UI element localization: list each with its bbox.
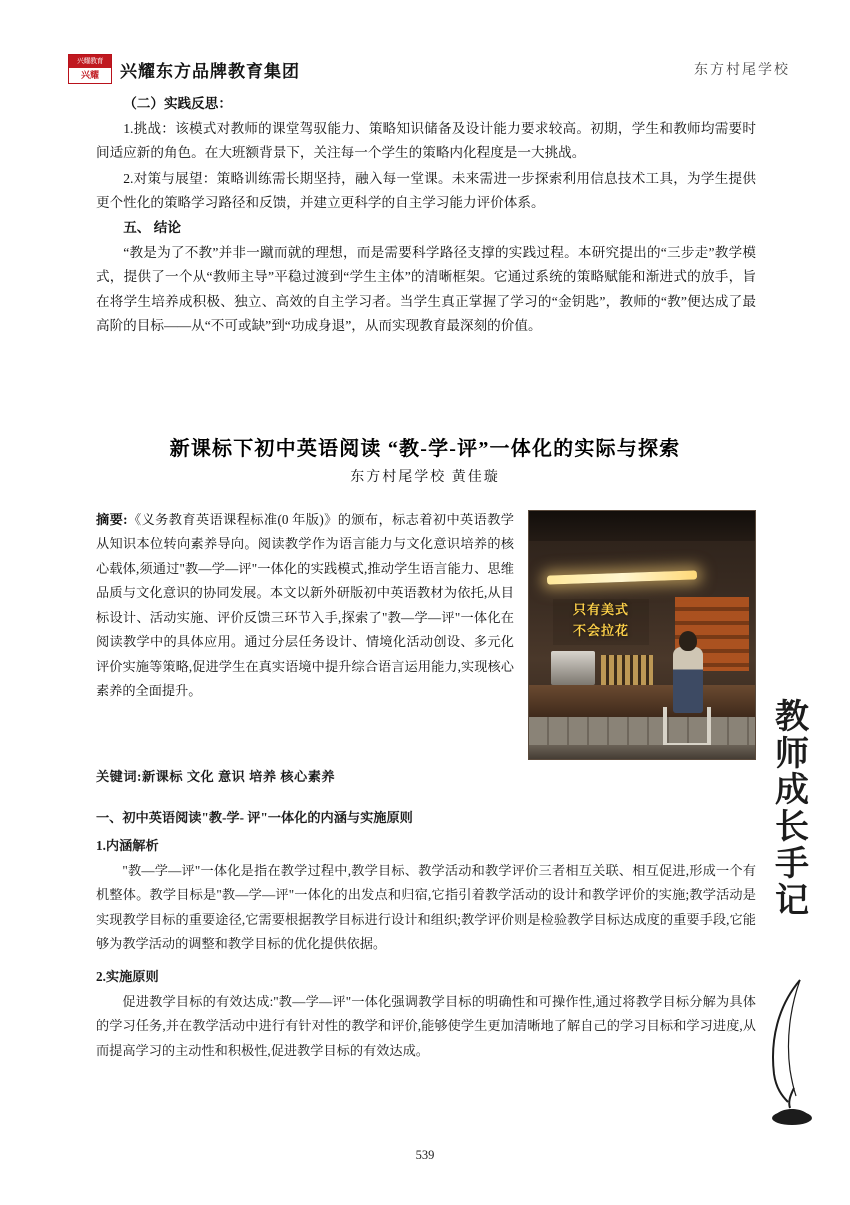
photo-neon-sign [553, 599, 649, 645]
paragraph-challenge: 1.挑战：该模式对教师的课堂驾驭能力、策略知识储备及设计能力要求较高。初期，学生和教师均需要时间适应新的角色。在大班额背景下，关注每一个学生的策略内化程度是一大挑战。 [96, 121, 756, 161]
section-1-heading: 一、初中英语阅读"教-学- 评"一体化的内涵与实施原则 [96, 810, 413, 825]
publisher-logo-icon [68, 54, 112, 84]
article-title: 新课标下初中英语阅读 “教-学-评”一体化的实际与探索 [169, 438, 681, 460]
logo-bottom-text: 兴耀 [80, 70, 99, 80]
photo-floor [529, 745, 755, 759]
article-byline: 东方村尾学校 黄佳璇 [350, 470, 500, 485]
photo-sign-line2: 不会拉花 [572, 623, 629, 638]
quill-pen-icon [760, 978, 824, 1128]
article-body [96, 508, 756, 1063]
header-school-name: 东方村尾学校 [694, 63, 790, 78]
vertical-char-1: 教 [775, 699, 809, 736]
vertical-series-title [762, 700, 822, 920]
section-1-2-heading: 2.实施原则 [96, 968, 159, 984]
photo-person [673, 647, 703, 713]
page-number: 539 [415, 1148, 435, 1162]
vertical-char-3: 成 [775, 772, 809, 810]
photo-bottles [601, 655, 653, 685]
paragraph-countermeasure: 2.对策与展望：策略训练需长期坚持，融入每一堂课。未来需进一步探索利用信息技术工具，为学生提供更个性化的策略学习路径和反馈，并建立更科学的自主学习能力评价体系。 [96, 170, 756, 210]
vertical-char-4: 长 [775, 809, 809, 847]
photo-ceiling [529, 511, 755, 541]
vertical-char-5: 手 [775, 845, 809, 883]
previous-article-tail [96, 92, 756, 339]
header-brand-group [68, 54, 300, 84]
photo-person-head [679, 631, 697, 651]
abstract-text: 《义务教育英语课程标准(0 年版)》的颁布，标志着初中英语教学从知识本位转向素养导向。阅读教学作为语言能力与文化意识培养的核心载体,须通过"教—学—评"一体化的实践模式,推动学生语言能力、思维品质与文化意识的协同发展。本文以新外研版初中英语教材为依托,从目标设计、活动实施、评价反馈三环节入手,探索了"教—学—评"一体化在阅读教学中的具体应用。通过分层任务设计、情境化活动创设、多元化评价实施等策略,促进学生在真实语境中提升综合语言运用能力,实现核心素养的全面提升。 [96, 512, 514, 698]
conclusion-heading: 五、 结论 [123, 219, 181, 235]
photo-sign-line1: 只有美式 [572, 602, 629, 617]
logo-top-text: 兴耀教育 [69, 55, 111, 68]
page-header [68, 52, 790, 86]
abstract-label: 摘要: [96, 512, 128, 527]
section-1-2-paragraph: 促进教学目标的有效达成:"教—学—评"一体化强调教学目标的明确性和可操作性,通过将教学目标分解为具体的学习任务,并在教学活动中进行有针对性的教学和评价,能够使学生更加清晰地了解自己的学习目标和学习进度,从而提高学习的主动性和积极性,促进教学目标的有效达成。 [96, 993, 756, 1058]
keywords-line: 关键词:新课标 文化 意识 培养 核心素养 [96, 769, 336, 784]
brand-title: 兴耀东方品牌教育集团 [120, 61, 300, 81]
conclusion-paragraph: “教是为了不教”并非一蹴而就的理想，而是需要科学路径支撑的实践过程。本研究提出的“三步走”教学模式，提供了一个从“教师主导”平稳过渡到“学生主体”的清晰框架。它通过系统的策略赋能和渐进式的放手，旨在将学生培养成积极、独立、高效的自主学习者。当学生真正掌握了学习的“金钥匙”，教师的“教”便达成了最高阶的目标——从“不可或缺”到“功成身退”，从而实现教育最深刻的价值。 [96, 245, 756, 333]
section-1-1-heading: 1.内涵解析 [96, 838, 159, 853]
photo-stool [663, 707, 711, 747]
vertical-char-6: 记 [775, 882, 809, 920]
section-b-heading: （二）实践反思： [123, 96, 232, 111]
section-1-1-paragraph: "教—学—评"一体化是指在教学过程中,教学目标、教学活动和教学评价三者相互关联、相互促进,形成一个有机整体。教学目标是"教—学—评"一体化的出发点和归宿,它指引着教学活动的设计和教学评价的实施;教学活动是实现教学目标的重要途径,它需要根据教学目标进行设计和组织;教学评价则是检验教学目标达成度的重要手段,它能够为教学活动的调整和教学目标的优化提供依据。 [96, 863, 756, 952]
article-photo [528, 510, 756, 760]
photo-coffee-machine [551, 651, 595, 685]
photo-counter-top [529, 685, 755, 719]
vertical-char-2: 师 [775, 735, 809, 773]
